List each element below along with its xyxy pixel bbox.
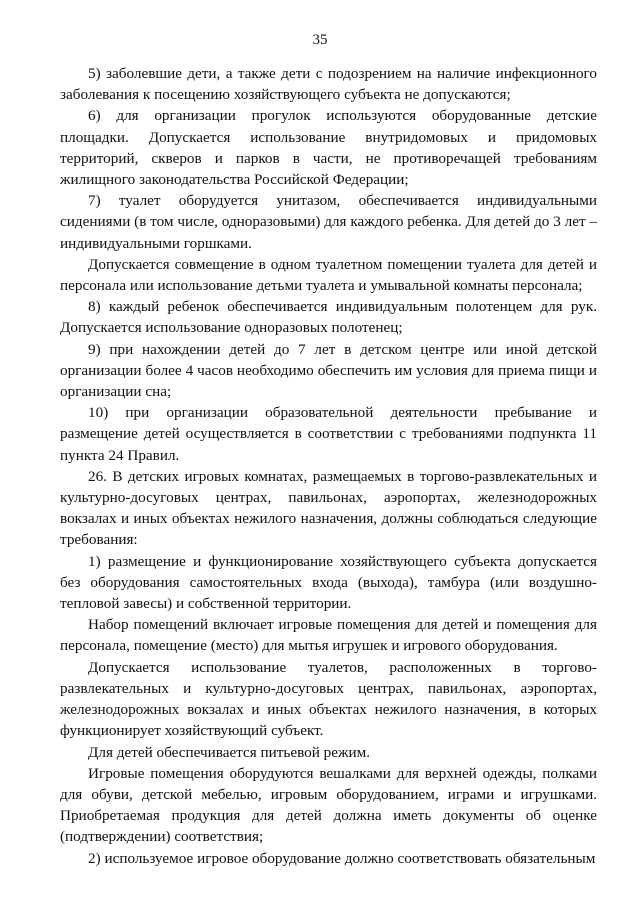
paragraph: 9) при нахождении детей до 7 лет в детском центре или иной детской организации более 4 часов необходимо обеспечить им условия для приема пищи и организации сна; (60, 340, 597, 401)
document-body (60, 63, 597, 869)
paragraph: Допускается совмещение в одном туалетном помещении туалета для детей и персонала или использование детьми туалета и умывальной комнаты персонала; (60, 255, 597, 295)
paragraph: 2) используемое игровое оборудование должно соответствовать обязательным (88, 849, 596, 867)
page-number: 35 (312, 32, 328, 48)
paragraph: 10) при организации образовательной деятельности пребывание и размещение детей осуществляется в соответствии с требованиями подпункта 11 пункта 24 Правил. (60, 404, 597, 464)
paragraph: Игровые помещения оборудуются вешалками для верхней одежды, полками для обуви, детской мебелью, игровым оборудованием, играми и игрушками. Приобретаемая продукция для детей должна иметь документы об оценке (подтверждении) соответствия; (60, 764, 597, 846)
paragraph: 5) заболевшие дети, а также дети с подозрением на наличие инфекционного заболевания к посещению хозяйствующего субъекта не допускаются; (60, 65, 597, 104)
paragraph: 6) для организации прогулок используются оборудованные детские площадки. Допускается использование внутридомовых и придомовых территорий, скверов и парков в части, не противоречащей требованиям жилищного законодательства Российской Федерации; (60, 107, 597, 189)
paragraph: 7) туалет оборудуется унитазом, обеспечивается индивидуальными сидениями (в том числе, одноразовыми) для каждого ребенка. Для детей до 3 лет – индивидуальными горшками. (60, 192, 597, 252)
paragraph: Для детей обеспечивается питьевой режим. (88, 743, 371, 761)
paragraph: Набор помещений включает игровые помещения для детей и помещения для персонала, помещение (место) для мытья игрушек и игрового оборудования. (60, 616, 597, 655)
paragraph: 26. В детских игровых комнатах, размещаемых в торгово-развлекательных и культурно-досуговых центрах, павильонах, аэропортах, железнодорожных вокзалах и иных объектах нежилого назначения, должны соблюдаться следующие требования: (60, 467, 597, 549)
paragraph: 8) каждый ребенок обеспечивается индивидуальным полотенцем для рук. Допускается использование одноразовых полотенец; (60, 298, 597, 337)
paragraph: Допускается использование туалетов, расположенных в торгово-развлекательных и культурно-досуговых центрах, павильонах, аэропортах, железнодорожных вокзалах и иных объектах нежилого назначения, в которых функционирует хозяйствующий субъект. (60, 658, 597, 740)
paragraph: 1) размещение и функционирование хозяйствующего субъекта допускается без оборудования самостоятельных входа (выхода), тамбура (или воздушно-тепловой завесы) и собственной территории. (60, 552, 597, 613)
